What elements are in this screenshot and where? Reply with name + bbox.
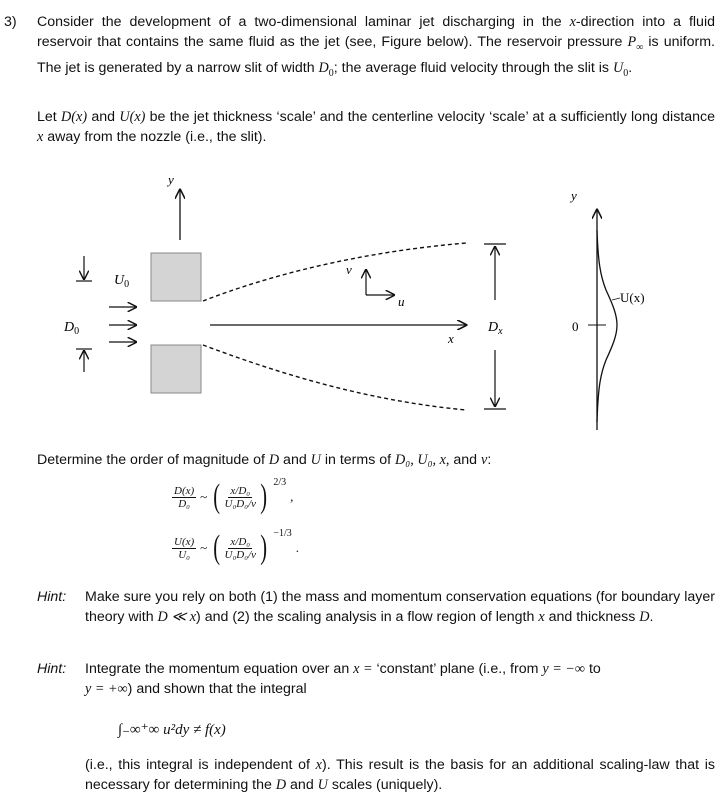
- d0-sub: 0: [328, 67, 334, 79]
- intro-text-3: is uniform. The jet is generated by a narrow slit of width: [37, 34, 715, 76]
- origin-zero-label: 0: [572, 319, 579, 334]
- jet-figure: [0, 170, 724, 440]
- def-x: x: [37, 129, 44, 145]
- y-axis-right-label: y: [571, 188, 577, 203]
- d0-label: $D_0$: [64, 320, 80, 337]
- eq2-lhs: $\frac{U(x)}{\text{U₀}}$: [174, 535, 195, 561]
- task-variables: D₀, U₀, x,: [395, 452, 450, 468]
- jet-boundary-top: [203, 243, 466, 301]
- nozzle-top-block: [151, 253, 201, 301]
- ux-label: U(x): [620, 290, 645, 305]
- nozzle-bottom-block: [151, 345, 201, 393]
- v-label: v: [346, 262, 352, 277]
- equation-d-scaling: $\frac{D(x)}{\text{D₀}}$ ~ ( $\frac{\text{x/D₀}}{\text{U₀D₀/ν}}$ ) $^{2/3}$ ,: [172, 482, 293, 512]
- problem-number: 3): [4, 14, 17, 30]
- intro-text-2: -direction into a fluid reservoir that contains the same fluid as the jet (see, Figure below). The reservoir pressure: [37, 14, 715, 50]
- u-label: u: [398, 294, 405, 309]
- dx-label: $D_x$: [488, 320, 503, 337]
- d0-symbol: D: [318, 59, 329, 76]
- task-statement: Determine the order of magnitude of D and U in terms of D₀, U₀, x, and ν:: [37, 452, 492, 468]
- intro-text-1: Consider the development of a two-dimensional laminar jet discharging in the: [37, 14, 570, 30]
- def-dx: D(x): [61, 109, 88, 125]
- p-inf-sub: ∞: [636, 41, 644, 53]
- u0-label: $U_0$: [114, 273, 130, 290]
- integral-expression: ∫₋∞⁺∞ u²dy ≠ f(x): [118, 722, 226, 738]
- hint1-text: Make sure you rely on both (1) the mass and momentum conservation equations (for boundary layer theory with D ≪ x) and (2) the scaling analysis in a flow region of length x and thickness D.: [85, 589, 715, 625]
- ux-leader: [612, 298, 620, 300]
- hint2-label: Hint:: [37, 661, 67, 677]
- eq1-exponent: 2/3: [273, 477, 287, 488]
- intro-text-4: ; the average fluid velocity through the slit is: [333, 59, 613, 76]
- hint1-label: Hint:: [37, 589, 67, 605]
- equation-u-scaling: $\frac{U(x)}{\text{U₀}}$ ~ ( $\frac{\text{x/D₀}}{\text{U₀D₀/ν}}$ ) $^{-1/3}$ .: [172, 533, 299, 563]
- u0-sub: 0: [623, 67, 629, 79]
- hint2-text: Integrate the momentum equation over an x = ‘constant’ plane (i.e., from y = −∞ to y = +∞) and shown that the integral: [85, 661, 601, 697]
- def-ux: U(x): [119, 109, 146, 125]
- definition-paragraph: Let D(x) and U(x) be the jet thickness ‘scale’ and the centerline velocity ‘scale’ at a sufficiently long distance x away from the nozzle (i.e., the slit).: [37, 109, 715, 145]
- eq1-lhs: $\frac{D(x)}{\text{D₀}}$: [174, 484, 195, 510]
- intro-x: x: [569, 14, 576, 30]
- velocity-profile-curve: [597, 230, 617, 422]
- p-inf: P: [627, 34, 637, 50]
- y-axis-left-label: y: [168, 172, 174, 187]
- hint2-note: (i.e., this integral is independent of x). This result is the basis for an additional scaling-law that is necessary for determining the D and U scales (uniquely).: [85, 757, 715, 793]
- eq1-inner: $\frac{\text{x/D₀}}{\text{U₀D₀/ν}}$: [224, 484, 257, 510]
- jet-boundary-bottom: [203, 345, 466, 410]
- eq2-exponent: −1/3: [273, 528, 292, 539]
- x-axis-label: x: [448, 331, 454, 346]
- u0-symbol: U: [612, 59, 624, 76]
- problem-intro: Consider the development of a two-dimensional laminar jet discharging in the x-direction into a fluid reservoir that contains the same fluid as the jet (see, Figure below). The reservoir pressure $P_\infty$ is uniform. The jet is generated by a narrow slit of width $D_0$; the average fluid velocity through the slit is $U_0$.: [37, 14, 715, 79]
- eq2-inner: $\frac{\text{x/D₀}}{\text{U₀D₀/ν}}$: [224, 535, 257, 561]
- task-nu: ν: [481, 452, 488, 468]
